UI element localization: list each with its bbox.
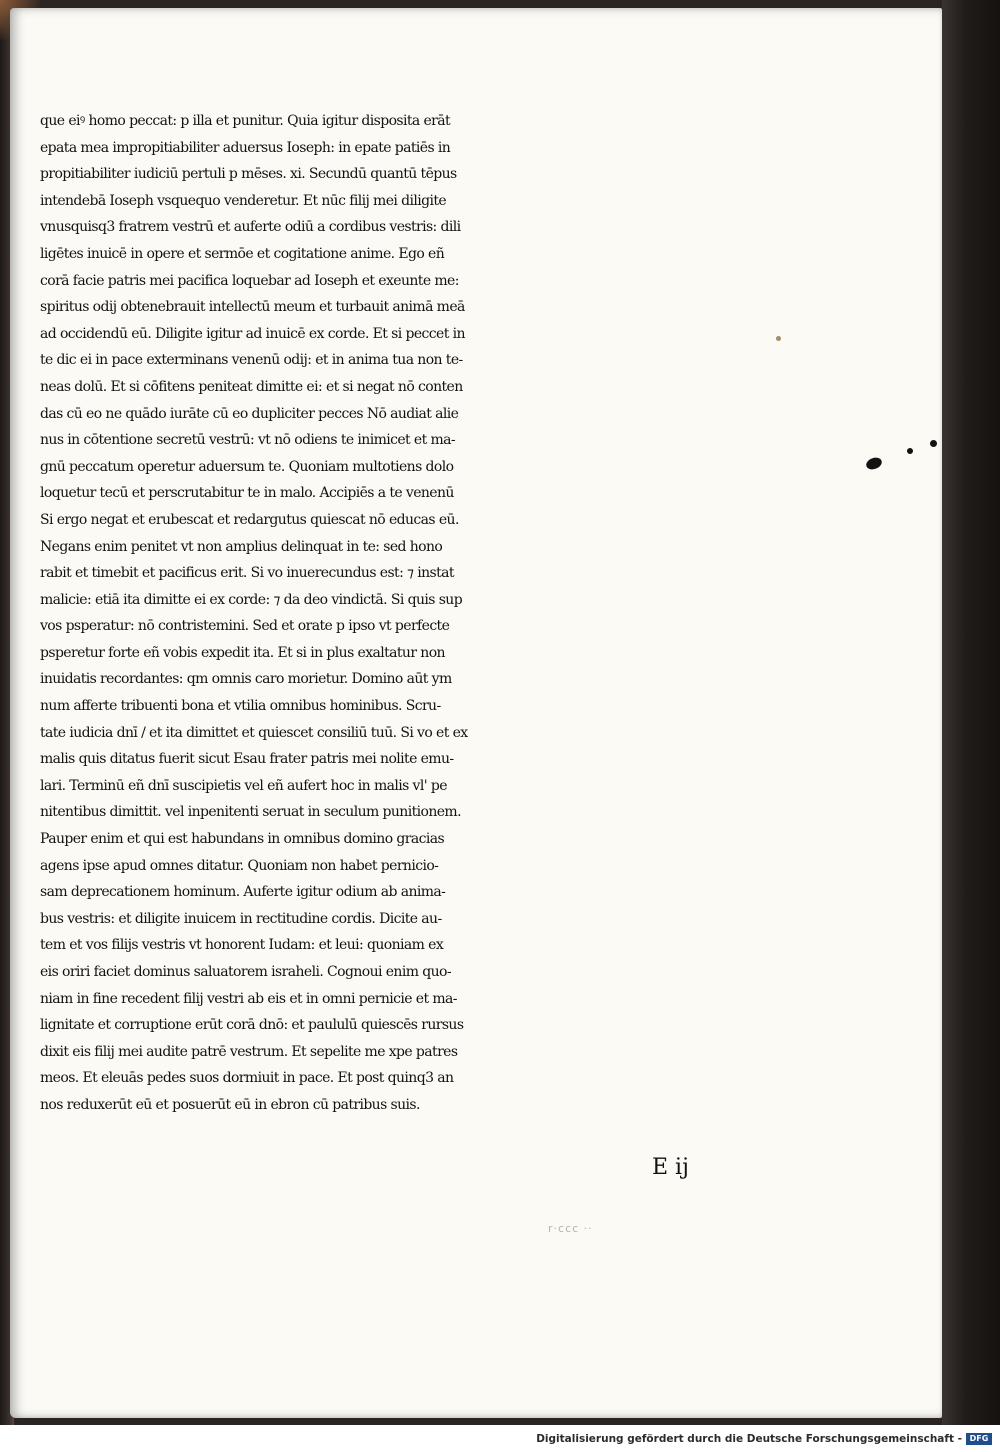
text-line: sam deprecationem hominum. Auferte igitur odium ab anima- xyxy=(40,884,446,901)
faint-marks: r·ccc ·· xyxy=(548,1222,593,1235)
text-line: tem et vos filijs vestris vt honorent Iudam: et leui: quoniam ex xyxy=(40,937,444,954)
ink-spot xyxy=(776,336,781,341)
text-line: corā facie patris mei pacifica loquebar ad Ioseph et exeunte me: xyxy=(40,272,459,289)
text-line: dixit eis filij mei audite patrē vestrum. Et sepelite me xpe patres xyxy=(40,1043,458,1060)
text-line: spiritus odij obtenebrauit intellectū meum et turbauit animā meā xyxy=(40,299,465,316)
text-line: agens ipse apud omnes ditatur. Quoniam non habet pernicio- xyxy=(40,857,439,874)
text-line: psperetur forte eñ vobis expedit ita. Et si in plus exaltatur non xyxy=(40,644,445,661)
text-line: que eiꝰ homo peccat: p illa et punitur. Quia igitur disposita erāt xyxy=(40,113,451,129)
funding-credit: Digitalisierung gefördert durch die Deutsche Forschungsgemeinschaft - xyxy=(536,1433,962,1445)
text-line: nos reduxerūt eū et posuerūt eū in ebron cū patribus suis. xyxy=(40,1096,420,1113)
text-line: gnū peccatum operetur aduersum te. Quoniam multotiens dolo xyxy=(40,458,454,475)
text-line: neas dolū. Et si cōfitens peniteat dimitte ei: et si negat nō conten xyxy=(40,378,463,395)
text-line: tate iudicia dnī / et ita dimittet et quiescet consiliū tuū. Si vo et ex xyxy=(40,724,468,741)
text-line: lari. Terminū eñ dnī suscipietis vel eñ aufert hoc in malis vl' pe xyxy=(40,777,447,794)
text-line: bus vestris: et diligite inuicem in rectitudine cordis. Dicite au- xyxy=(40,910,442,927)
text-line: Pauper enim et qui est habundans in omnibus domino gracias xyxy=(40,831,445,848)
text-line: das cū eo ne quādo iurāte cū eo dupliciter pecces Nō audiat alie xyxy=(40,405,459,422)
dark-background xyxy=(942,0,1000,1425)
text-line: lignitate et corruptione erūt corā dnō: et paululū quiescēs rursus xyxy=(40,1017,464,1034)
text-line: Si ergo negat et erubescat et redargutus quiescat nō educas eū. xyxy=(40,511,459,528)
signature-mark: E ij xyxy=(652,1155,689,1180)
text-line: ad occidendū eū. Diligite igitur ad inuicē ex corde. Et si peccet in xyxy=(40,325,465,342)
text-line: propitiabiliter iudiciū pertuli p mēses. xi. Secundū quantū tēpus xyxy=(40,166,457,183)
text-line: ligētes inuicē in opere et sermōe et cogitatione anime. Ego eñ xyxy=(40,245,445,262)
text-line: inuidatis recordantes: qm omnis caro morietur. Domino aūt ym xyxy=(40,671,452,688)
text-line: nus in cōtentione secretū vestrū: vt nō odiens te inimicet et ma- xyxy=(40,432,456,449)
ink-spot xyxy=(930,440,937,447)
text-line: Negans enim penitet vt non amplius delinquat in te: sed hono xyxy=(40,538,443,555)
page-text xyxy=(40,108,790,1119)
text-line: malicie: etiā ita dimitte ei ex corde: ⁊ da deo vindictā. Si quis sup xyxy=(40,591,463,608)
text-line: nitentibus dimittit. vel inpenitenti seruat in seculum punitionem. xyxy=(40,804,461,821)
text-line: loquetur tecū et perscrutabitur te in malo. Accipiēs a te venenū xyxy=(40,485,454,502)
text-line: eis oriri faciet dominus saluatorem israheli. Cognoui enim quo- xyxy=(40,964,451,980)
text-line: meos. Et eleuās pedes suos dormiuit in pace. Et post quinq3 an xyxy=(40,1070,454,1087)
text-line: malis quis ditatus fuerit sicut Esau frater patris mei nolite emu- xyxy=(40,751,454,768)
text-line: num afferte tribuenti bona et vtilia omnibus hominibus. Scru- xyxy=(40,698,441,715)
text-line: intendebā Ioseph vsquequo venderetur. Et nūc filij mei diligite xyxy=(40,192,447,209)
text-line: niam in fine recedent filij vestri ab eis et in omni pernicie et ma- xyxy=(40,990,457,1007)
dfg-logo: DFG xyxy=(966,1433,992,1445)
text-line: rabit et timebit et pacificus erit. Si vo inuerecundus est: ⁊ instat xyxy=(40,565,454,582)
ink-spot xyxy=(907,448,913,454)
text-line: vnusquisq3 fratrem vestrū et auferte odiū a cordibus vestris: dili xyxy=(40,219,461,236)
text-line: epata mea impropitiabiliter aduersus Ioseph: in epate patiēs in xyxy=(40,139,451,156)
footer-bar xyxy=(0,1425,1000,1452)
text-line: te dic ei in pace exterminans venenū odij: et in anima tua non te- xyxy=(40,352,463,369)
text-line: vos psperatur: nō contristemini. Sed et orate p ipso vt perfecte xyxy=(40,618,450,635)
